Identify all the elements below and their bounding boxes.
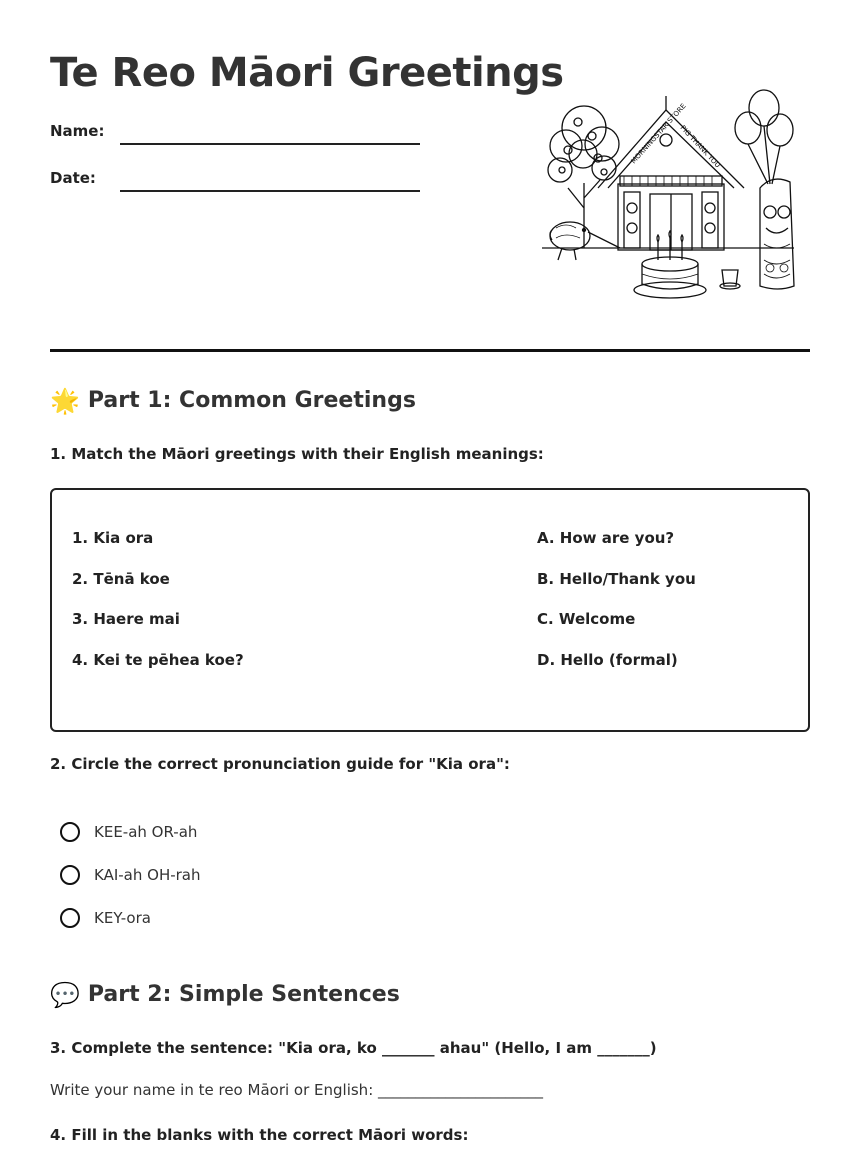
kiwi-bird-icon [550,222,620,260]
date-line[interactable] [120,190,420,192]
speech-bubble-icon: 💬 [50,980,80,1009]
english-meaning-d[interactable]: D. Hello (formal) [537,651,678,669]
name-line[interactable] [120,143,420,145]
question-4: 4. Fill in the blanks with the correct Māori words: [50,1126,469,1144]
option-label: KAI-ah OH-rah [94,866,201,884]
date-label: Date: [50,169,96,187]
name-label: Name: [50,122,105,140]
tiki-carving-icon [760,179,794,289]
svg-text:MORNINGSTAR STORE: MORNINGSTAR STORE [629,102,688,166]
wharenui-illustration [538,88,798,308]
meeting-house-icon [598,96,744,250]
question-3: 3. Complete the sentence: "Kia ora, ko _______ ahau" (Hello, I am _______) [50,1039,657,1057]
header-divider [50,349,810,352]
maori-greeting-1[interactable]: 1. Kia ora [72,529,154,547]
english-meaning-c[interactable]: C. Welcome [537,610,636,628]
maori-greeting-3[interactable]: 3. Haere mai [72,610,180,628]
option-label: KEE-ah OR-ah [94,823,198,841]
star-icon: 🌟 [50,386,80,415]
part2-heading [50,982,400,1007]
radio-circle-icon[interactable] [60,865,80,885]
option-label: KEY-ora [94,909,151,927]
english-meaning-a[interactable]: A. How are you? [537,529,675,547]
part1-heading [50,388,416,413]
page-title: Te Reo Māori Greetings [50,50,564,96]
svg-text:PIG THANK YOU: PIG THANK YOU [678,123,722,170]
pronunciation-option-2[interactable] [60,865,201,885]
birthday-cake-icon [634,231,706,298]
pronunciation-option-1[interactable] [60,822,197,842]
part2-heading-text: Part 2: Simple Sentences [87,982,400,1007]
question-3-instruction[interactable]: Write your name in te reo Māori or English: ______________________ [50,1081,544,1099]
radio-circle-icon[interactable] [60,822,80,842]
radio-circle-icon[interactable] [60,908,80,928]
matching-box [50,488,810,732]
question-1: 1. Match the Māori greetings with their English meanings: [50,445,544,463]
part1-heading-text: Part 1: Common Greetings [87,388,416,413]
maori-greeting-2[interactable]: 2. Tēnā koe [72,570,170,588]
pronunciation-option-3[interactable] [60,908,151,928]
maori-greeting-4[interactable]: 4. Kei te pēhea koe? [72,651,244,669]
balloons-icon [735,90,793,184]
question-2: 2. Circle the correct pronunciation guide for "Kia ora": [50,755,510,773]
english-meaning-b[interactable]: B. Hello/Thank you [537,570,696,588]
cup-icon [720,270,740,289]
